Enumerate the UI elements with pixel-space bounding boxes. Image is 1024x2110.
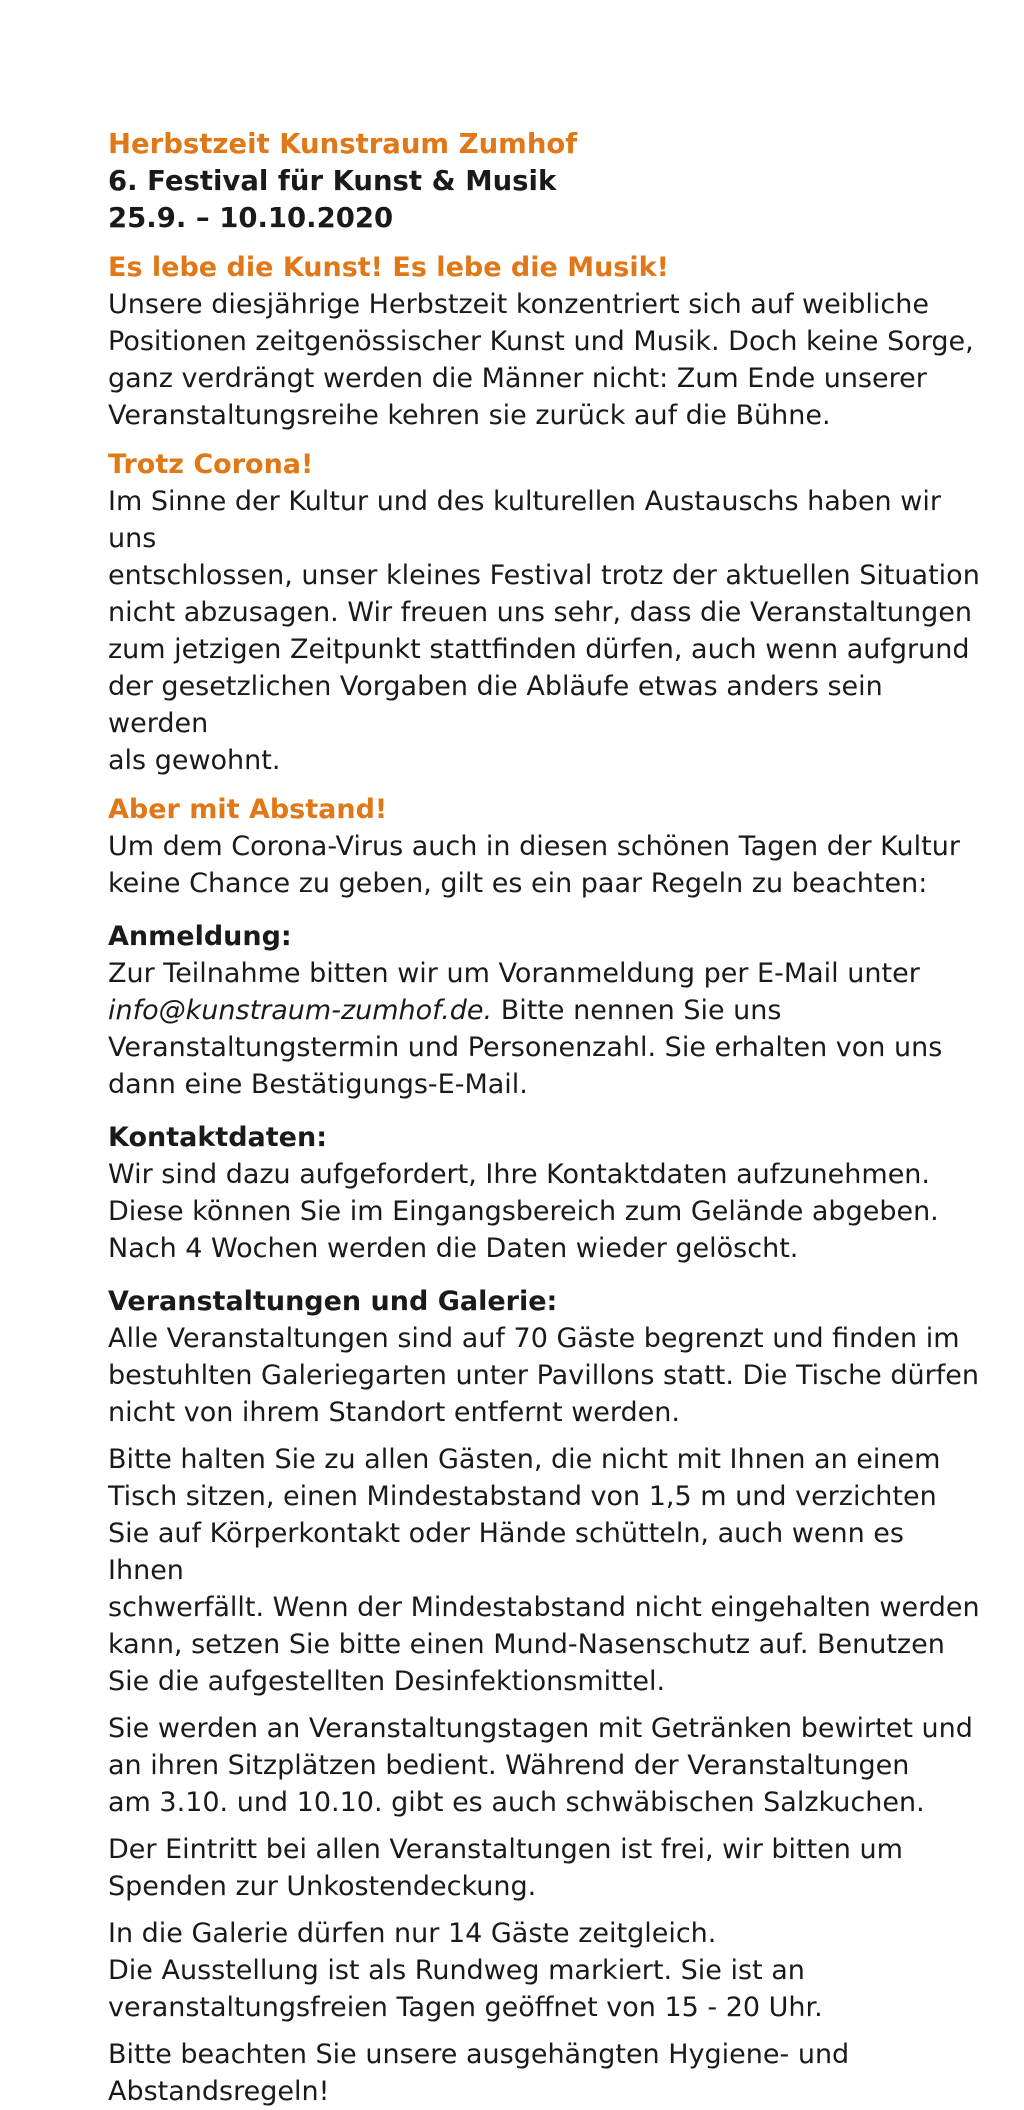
galerie-paragraph-6: Bitte beachten Sie unsere ausgehängten Hygiene- und Abstandsregeln! [108, 2039, 850, 2107]
galerie-paragraph-5: In die Galerie dürfen nur 14 Gäste zeitgleich. Die Ausstellung ist als Rundweg markiert. Sie ist an veranstaltungsfreien Tagen geöffnet von 15 - 20 Uhr. [108, 1918, 823, 2023]
section-abstand-text: Um dem Corona-Virus auch in diesen schönen Tagen der Kultur keine Chance zu geben, gilt es ein paar Regeln zu beachten: [108, 831, 960, 899]
section-anmeldung-text [108, 955, 988, 1103]
section-kunst-heading: Es lebe die Kunst! Es lebe die Musik! [108, 252, 669, 283]
section-kunst-text: Unsere diesjährige Herbstzeit konzentriert sich auf weibliche Positionen zeitgenössischer Kunst und Musik. Doch keine Sorge, ganz verdrängt werden die Männer nicht: Zum Ende unserer Veranstaltungsreihe kehren sie zurück auf die Bühne. [108, 289, 974, 431]
contact-email-link[interactable]: info@kunstraum-zumhof.de. [108, 995, 493, 1026]
header-block [108, 126, 988, 237]
section-galerie [108, 1283, 988, 2110]
section-corona [108, 446, 988, 779]
section-kontakt [108, 1119, 988, 1267]
anmeldung-text-after: Bitte nennen Sie uns Veranstaltungstermin und Personenzahl. Sie erhalten von uns dann eine Bestätigungs-E-Mail. [108, 995, 943, 1100]
section-abstand [108, 791, 988, 902]
galerie-paragraph-2: Bitte halten Sie zu allen Gästen, die nicht mit Ihnen an einem Tisch sitzen, einen Mindestabstand von 1,5 m und verzichten Sie auf Körperkontakt oder Hände schütteln, auch wenn es Ihnen schwerfällt. Wenn der Mindestabstand nicht eingehalten werden kann, setzen Sie bitte einen Mund-Nasenschutz auf. Benutzen Sie die aufgestellten Desinfektionsmittel. [108, 1444, 980, 1697]
section-kontakt-heading: Kontaktdaten: [108, 1122, 327, 1153]
section-kontakt-text: Wir sind dazu aufgefordert, Ihre Kontaktdaten aufzunehmen. Diese können Sie im Eingangsbereich zum Gelände abgeben. Nach 4 Wochen werden die Daten wieder gelöscht. [108, 1159, 939, 1264]
festival-title: Herbstzeit Kunstraum Zumhof [108, 128, 578, 160]
section-anmeldung-heading: Anmeldung: [108, 921, 292, 952]
section-anmeldung [108, 918, 988, 1103]
galerie-paragraph-3: Sie werden an Veranstaltungstagen mit Getränken bewirtet und an ihren Sitzplätzen bedient. Während der Veranstaltungen am 3.10. und 10.10. gibt es auch schwäbischen Salzkuchen. [108, 1713, 973, 1818]
galerie-paragraph-4: Der Eintritt bei allen Veranstaltungen ist frei, wir bitten um Spenden zur Unkostendeckung. [108, 1834, 903, 1902]
section-corona-text: Im Sinne der Kultur und des kulturellen Austauschs haben wir uns entschlossen, unser kleines Festival trotz der aktuellen Situation nicht abzusagen. Wir freuen uns sehr, dass die Veranstaltungen zum jetzigen Zeitpunkt stattfinden dürfen, auch wenn aufgrund der gesetzlichen Vorgaben die Abläufe etwas anders sein werden als gewohnt. [108, 486, 980, 776]
festival-subtitle: 6. Festival für Kunst & Musik [108, 165, 557, 197]
section-corona-heading: Trotz Corona! [108, 449, 314, 480]
section-kunst [108, 249, 988, 434]
section-galerie-heading: Veranstaltungen und Galerie: [108, 1286, 558, 1317]
galerie-paragraph-1: Alle Veranstaltungen sind auf 70 Gäste begrenzt und finden im bestuhlten Galeriegarten unter Pavillons statt. Die Tische dürfen nicht von ihrem Standort entfernt werden. [108, 1323, 979, 1428]
anmeldung-text-before: Zur Teilnahme bitten wir um Voranmeldung per E-Mail unter [108, 958, 920, 989]
festival-dates: 25.9. – 10.10.2020 [108, 202, 394, 234]
section-abstand-heading: Aber mit Abstand! [108, 794, 388, 825]
document-page [108, 126, 988, 2110]
